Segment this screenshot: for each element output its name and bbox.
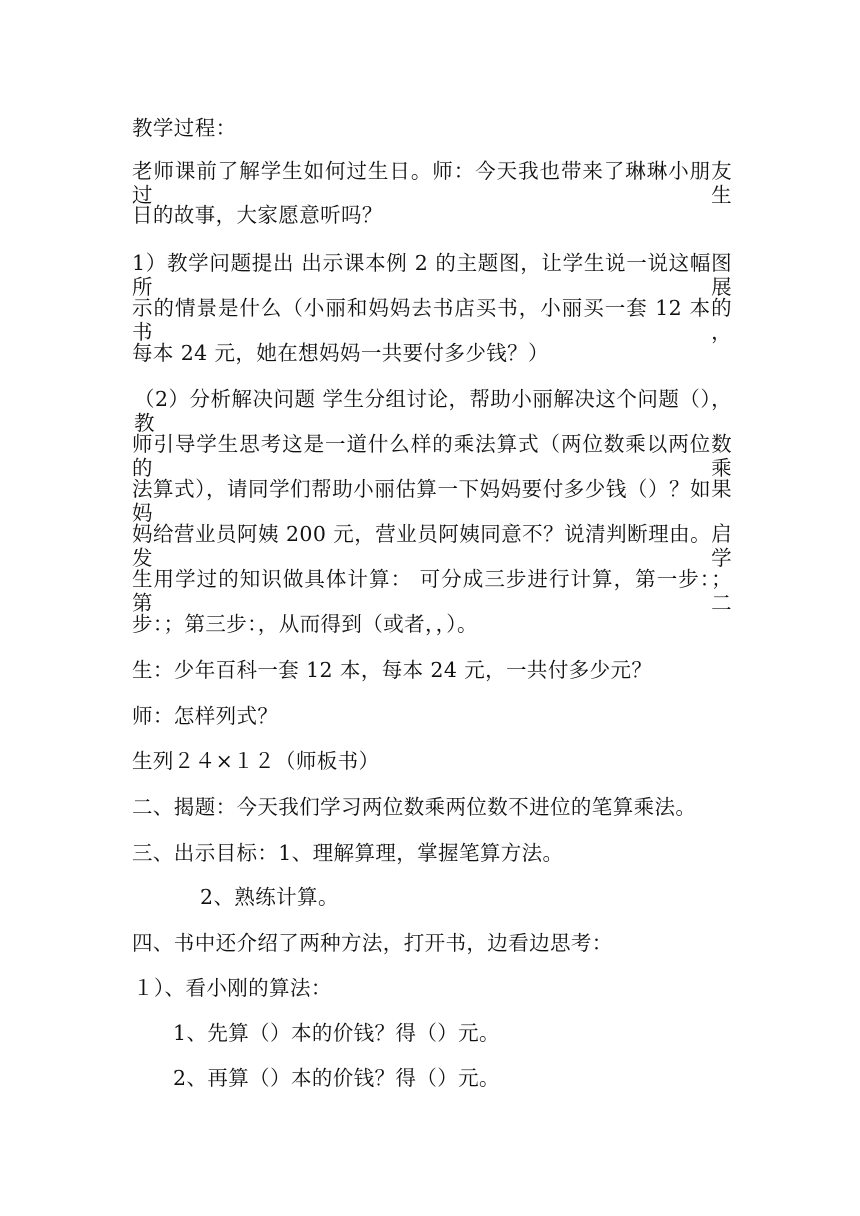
paragraph-line: 生：少年百科一套 12 本，每本 24 元，一共付多少元？ (132, 658, 653, 682)
paragraph-line: 2、熟练计算。 (200, 885, 339, 909)
paragraph-line: １）、看小刚的算法： (133, 976, 332, 1000)
paragraph-line: 师引导学生思考这是一道什么样的乘法算式（两位数乘以两位数的乘 (132, 432, 732, 480)
paragraph-line: （2）分析解决问题 学生分组讨论，帮助小丽解决这个问题（），教 (134, 387, 732, 435)
paragraph-line: 老师课前了解学生如何过生日。师：今天我也带来了琳琳小朋友过生 (132, 159, 732, 207)
paragraph-line: 1）教学问题提出 出示课本例 2 的主题图，让学生说一说这幅图所展 (132, 251, 732, 299)
paragraph-line: 生用学过的知识做具体计算： 可分成三步进行计算，第一步：；第二 (132, 567, 732, 615)
paragraph-line: 日的故事，大家愿意听吗？ (132, 203, 383, 227)
paragraph-line: 三、出示目标：1、理解算理，掌握笔算方法。 (132, 841, 564, 865)
paragraph-line: 每本 24 元，她在想妈妈一共要付多少钱？） (132, 341, 549, 365)
paragraph-line: 妈给营业员阿姨 200 元，营业员阿姨同意不？说清判断理由。启发学 (132, 522, 732, 570)
paragraph-line: 法算式），请同学们帮助小丽估算一下妈妈要付多少钱（）？如果妈 (132, 477, 732, 525)
paragraph-line: 四、书中还介绍了两种方法，打开书，边看边思考： (132, 931, 613, 955)
paragraph-line: 步：；第三步：，从而得到（或者，，）。 (132, 612, 478, 636)
paragraph-line: 生列２４×１２（师板书） (132, 749, 380, 773)
paragraph-line: 2、再算（）本的价钱？得（）元。 (173, 1066, 500, 1090)
paragraph-line: 师：怎样列式？ (132, 704, 279, 728)
section-heading-teaching-process: 教学过程： (132, 116, 237, 140)
paragraph-line: 二、揭题：今天我们学习两位数乘两位数不进位的笔算乘法。 (132, 795, 697, 819)
paragraph-line: 1、先算（）本的价钱？得（）元。 (173, 1021, 500, 1045)
paragraph-line: 示的情景是什么（小丽和妈妈去书店买书，小丽买一套 12 本的书， (132, 296, 732, 344)
